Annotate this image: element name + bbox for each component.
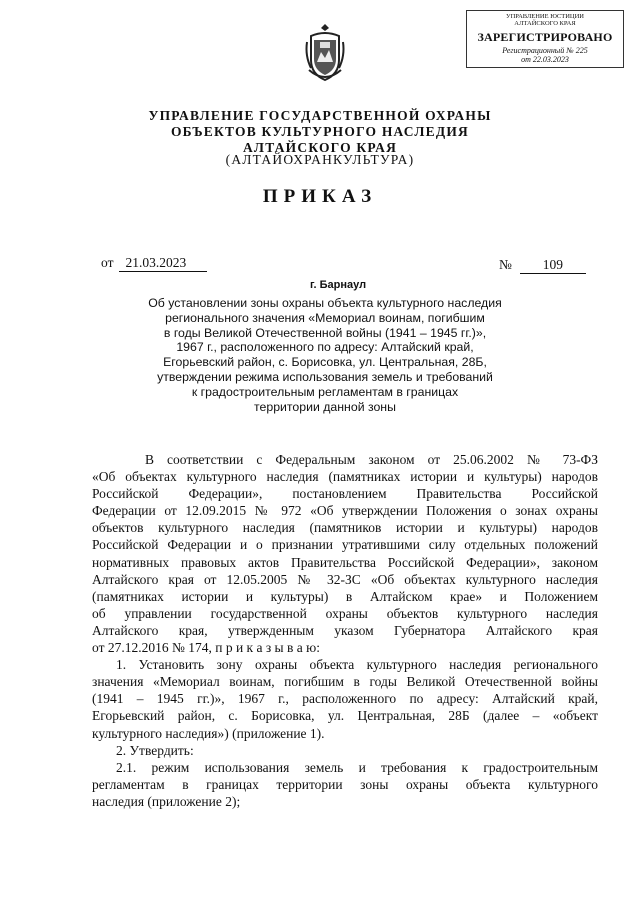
org-line3: АЛТАЙСКОГО КРАЯ [242, 140, 398, 155]
organization-short-name: (АЛТАЙОХРАНКУЛЬТУРА) [225, 152, 415, 167]
subject-line: к градостроительным регламентам в границах [191, 384, 459, 399]
document-subject [135, 296, 515, 414]
number-prefix: № [499, 257, 512, 272]
document-date [101, 255, 207, 272]
body-line: наследия (приложение 2); [92, 793, 241, 809]
body-line: 2. Утвердить: [116, 742, 194, 758]
body-line: 1. Установить зону охраны объекта культурного наследия регионального [116, 657, 598, 673]
body-line: культурного наследия») (приложение 1). [92, 725, 325, 741]
body-line: Федерации от 12.09.2015 № 972 «Об утверждении Положения о зонах охраны [92, 503, 598, 519]
body-line: 2.1. режим использования земель и требования к градостроительным [116, 759, 598, 775]
document-body [92, 451, 598, 810]
stamp-reg-number: Регистрационный № 225 [502, 46, 588, 55]
coat-of-arms-icon [303, 22, 347, 84]
subject-line: 1967 г., расположенного по адресу: Алтайский край, [176, 340, 474, 355]
body-line: значения «Мемориал воинам, погибшим в годы Великой Отечественной войны [92, 674, 598, 690]
number-value: 109 [520, 257, 586, 274]
subject-line: утверждении режима использования земель и требований [157, 369, 493, 384]
body-line: В соответствии с Федеральным законом от 25.06.2002 № 73-ФЗ [145, 452, 598, 467]
document-title: ПРИКАЗ [262, 186, 378, 207]
date-prefix: от [101, 255, 114, 270]
body-line: Алтайского края, утвержденным указом Губернатора Алтайского края [92, 622, 598, 638]
body-line: нормативных правовых актов Правительства Российской Федерации», законом [92, 554, 598, 570]
stamp-authority-line2: АЛТАЙСКОГО КРАЯ [514, 20, 576, 27]
subject-line: территории данной зоны [254, 399, 396, 414]
body-line: Российской Федерации и о признании утратившими силу отдельных положений [92, 537, 598, 553]
document-number [499, 257, 586, 274]
body-line: Егорьевский район, с. Борисовка, ул. Центральная, 28Б (далее – «объект [92, 708, 598, 724]
stamp-reg-date: от 22.03.2023 [521, 55, 569, 64]
body-line: Алтайского края от 12.05.2005 № 32-ЗС «Об объектах культурного наследия [92, 571, 598, 587]
body-line: объектов культурного наследия (памятников истории и культуры) народов [92, 520, 598, 536]
subject-line: регионального значения «Мемориал воинам, погибшим [165, 310, 485, 325]
stamp-status: ЗАРЕГИСТРИРОВАНО [477, 30, 613, 44]
subject-line: Егорьевский район, с. Борисовка, ул. Центральная, 28Б, [163, 355, 487, 370]
organization-name [0, 108, 640, 156]
subject-line: Об установлении зоны охраны объекта культурного наследия [148, 296, 502, 310]
body-line: регламентам в границах территории зоны охраны объекта культурного [92, 776, 598, 792]
body-line: об управлении государственной охраны объектов культурного наследия [92, 605, 598, 621]
body-line: «Об объектах культурного наследия (памятниках истории и культуры) народов [92, 469, 598, 485]
body-line: (1941 – 1945 гг.)», 1967 г., расположенного по адресу: Алтайский край, [92, 691, 598, 707]
registration-stamp [466, 10, 624, 68]
org-line2: ОБЪЕКТОВ КУЛЬТУРНОГО НАСЛЕДИЯ [170, 124, 470, 139]
stamp-authority-line1: УПРАВЛЕНИЕ ЮСТИЦИИ [506, 13, 584, 20]
city: г. Барнаул [310, 279, 367, 291]
body-line: Российской Федерации», постановлением Правительства Российской [92, 486, 598, 502]
subject-line: в годы Великой Отечественной войны (1941 – 1945 гг.)», [163, 325, 487, 340]
org-line1: УПРАВЛЕНИЕ ГОСУДАРСТВЕННОЙ ОХРАНЫ [148, 108, 492, 123]
date-value: 21.03.2023 [119, 255, 207, 272]
body-line: (памятниках истории и культуры) в Алтайском крае» и Положением [92, 588, 598, 604]
body-line: от 27.12.2016 № 174, п р и к а з ы в а ю: [92, 640, 320, 656]
